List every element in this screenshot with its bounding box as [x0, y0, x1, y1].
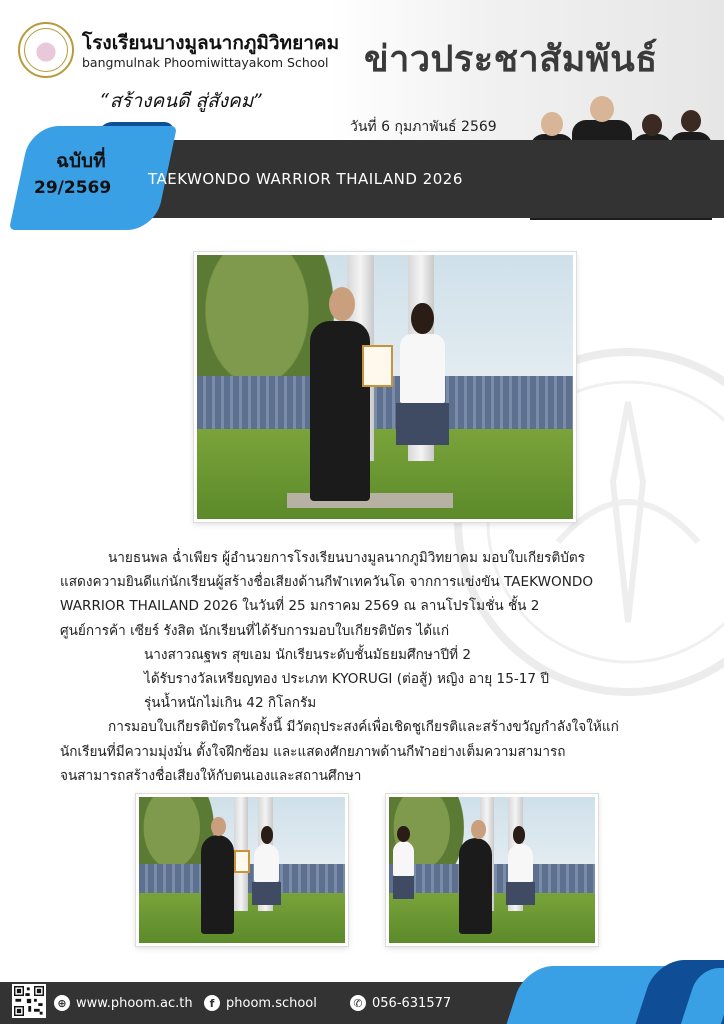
article-body [60, 546, 680, 788]
website-label: www.phoom.ac.th [76, 995, 193, 1011]
footer-phone[interactable] [350, 995, 451, 1011]
article-line: ศูนย์การค้า เซียร์ รังสิต นักเรียนที่ได้รับการมอบใบเกียรติบัตร ได้แก่ [60, 622, 450, 639]
article-line: WARRIOR THAILAND 2026 ในวันที่ 25 มกราคม 2569 ณ ลานโปรโมชั่น ชั้น 2 [60, 598, 540, 615]
article-line: นางสาวณฐพร สุขเอม นักเรียนระดับชั้นมัธยมศึกษาปีที่ 2 [144, 646, 472, 663]
issue-label: ฉบับที่ [56, 150, 106, 172]
globe-icon: ⊕ [54, 995, 70, 1011]
section-title: ข่าวประชาสัมพันธ์ [364, 39, 658, 80]
article-line: การมอบใบเกียรติบัตรในครั้งนี้ มีวัตถุประสงค์เพื่อเชิดชูเกียรติและสร้างขวัญกำลังใจให้แก่ [108, 719, 619, 736]
facebook-icon: f [204, 995, 220, 1011]
article-line: ได้รับรางวัลเหรียญทอง ประเภท KYORUGI (ต่อสู้) หญิง อายุ 15-17 ปี [144, 671, 549, 688]
issue-number: 29/2569 [34, 178, 112, 198]
footer-website[interactable] [54, 995, 193, 1011]
school-logo [18, 22, 74, 78]
article-line: รุ่นน้ำหนักไม่เกิน 42 กิโลกรัม [144, 695, 317, 712]
footer-facebook[interactable] [204, 995, 317, 1011]
photo-right [386, 794, 598, 946]
phone-icon: ✆ [350, 995, 366, 1011]
main-photo [194, 252, 576, 522]
phone-label: 056-631577 [372, 995, 452, 1011]
school-name-english: bangmulnak Phoomiwittayakom School [82, 55, 329, 70]
article-line: นายธนพล ฉ่ำเพียร ผู้อำนวยการโรงเรียนบางมูลนากภูมิวิทยาคม มอบใบเกียรติบัตร [108, 550, 586, 566]
article-line: จนสามารถสร้างชื่อเสียงให้กับตนเองและสถานศึกษา [60, 767, 362, 784]
qr-code-icon[interactable] [12, 984, 46, 1018]
headline: TAEKWONDO WARRIOR THAILAND 2026 [148, 170, 463, 188]
slogan: “สร้างคนดี สู่สังคม” [100, 90, 263, 112]
article-line: แสดงความยินดีแก่นักเรียนผู้สร้างชื่อเสียงด้านกีฬาเทควันโด จากการแข่งขัน TAEKWONDO [60, 574, 594, 591]
publish-date: วันที่ 6 กุมภาพันธ์ 2569 [350, 119, 497, 135]
school-name-thai: โรงเรียนบางมูลนากภูมิวิทยาคม [82, 32, 340, 54]
photo-left [136, 794, 348, 946]
facebook-label: phoom.school [226, 995, 317, 1011]
article-line: นักเรียนที่มีความมุ่งมั่น ตั้งใจฝึกซ้อม และแสดงศักยภาพด้านกีฬาอย่างเต็มความสามารถ [60, 743, 566, 760]
